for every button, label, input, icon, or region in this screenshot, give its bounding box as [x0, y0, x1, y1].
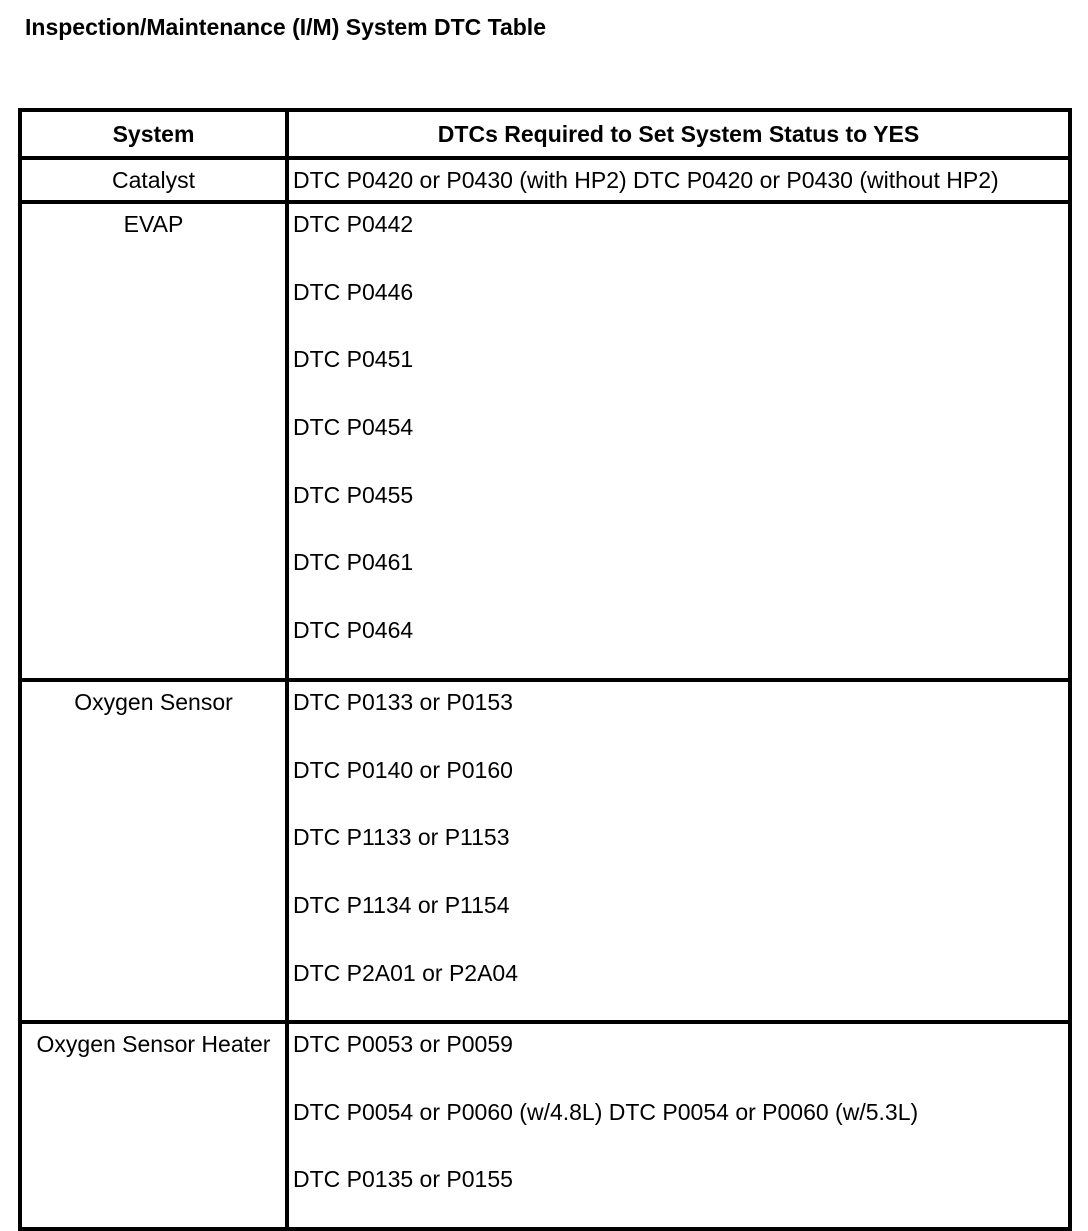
dtc-cell — [287, 1022, 1070, 1229]
dtc-entry: DTC P1133 or P1153 — [293, 824, 510, 851]
dtc-entry: DTC P1134 or P1154 — [293, 891, 510, 918]
dtc-entry: DTC P0451 — [293, 346, 414, 373]
system-cell — [20, 1022, 287, 1229]
dtc-entry: DTC P0133 or P0153 — [293, 688, 513, 715]
system-name: Catalyst — [111, 167, 196, 193]
table-row — [20, 1022, 1070, 1229]
system-name: EVAP — [123, 211, 184, 237]
table-header-row — [20, 110, 1070, 158]
dtc-entry: DTC P0135 or P0155 — [293, 1166, 513, 1193]
table-row — [20, 158, 1070, 202]
dtc-entry: DTC P0140 or P0160 — [293, 756, 513, 783]
dtc-entry: DTC P0420 or P0430 (with HP2) DTC P0420 or P0430 (without HP2) — [293, 167, 999, 193]
dtc-entry: DTC P0446 — [293, 278, 414, 305]
dtc-cell — [287, 158, 1070, 202]
document-title: Inspection/Maintenance (I/M) System DTC Table — [25, 14, 546, 40]
dtc-entry: DTC P2A01 or P2A04 — [293, 959, 519, 986]
dtc-entry: DTC P0442 — [293, 211, 414, 237]
system-name: Oxygen Sensor Heater — [36, 1031, 271, 1058]
header-dtcs: DTCs Required to Set System Status to YES — [287, 110, 1070, 158]
system-cell — [20, 680, 287, 1022]
system-name: Oxygen Sensor — [74, 688, 233, 715]
header-system: System — [20, 110, 287, 158]
table-row — [20, 680, 1070, 1022]
dtc-entry: DTC P0054 or P0060 (w/4.8L) DTC P0054 or P0060 (w/5.3L) — [293, 1098, 919, 1125]
dtc-entry: DTC P0464 — [293, 617, 414, 644]
dtc-entry: DTC P0454 — [293, 414, 414, 441]
table-row — [20, 202, 1070, 680]
dtc-entry: DTC P0053 or P0059 — [293, 1031, 513, 1058]
dtc-entry: DTC P0461 — [293, 549, 414, 576]
system-cell — [20, 158, 287, 202]
dtc-cell — [287, 202, 1070, 680]
system-cell — [20, 202, 287, 680]
dtc-table — [18, 108, 1072, 1231]
dtc-entry: DTC P0455 — [293, 481, 414, 508]
dtc-cell — [287, 680, 1070, 1022]
